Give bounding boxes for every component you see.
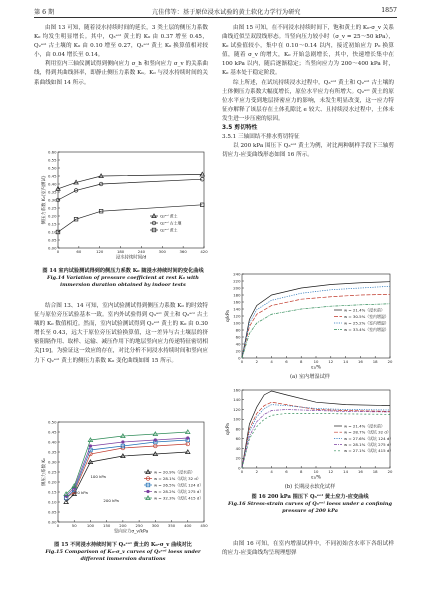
figure-16a-label: (a) 室内增湿试样: [290, 374, 330, 380]
x-axis-label: ε₁/%: [311, 475, 321, 481]
running-header: [34, 6, 397, 18]
y-tick-label: 240: [233, 271, 241, 277]
y-tick-label: 100: [233, 416, 241, 422]
legend-entry: w = 27.1%（试坑 415 d）: [344, 448, 394, 454]
x-tick-label: 6: [285, 469, 288, 474]
y-tick-label: 0.00: [48, 245, 57, 251]
y-tick-label: 0.35: [48, 189, 57, 195]
x-tick-label: 300: [151, 523, 159, 528]
data-point: [186, 436, 189, 439]
x-tick-label: 8: [299, 469, 303, 474]
data-point: [154, 438, 157, 441]
section-heading: 3.5 剪切特性: [222, 125, 258, 132]
right-column-lower: [222, 540, 394, 558]
y-tick-label: 0.30: [48, 459, 57, 465]
plot-frame: [58, 152, 204, 248]
legend-entry: w = 30.5%（室内增湿）: [344, 313, 389, 319]
figure-16-caption: [222, 494, 398, 514]
x-tick-label: 0: [56, 523, 60, 528]
x-tick-label: 20: [387, 469, 393, 474]
y-tick-label: 60: [235, 436, 241, 442]
legend-entry: w = 28.1%（试坑 32 d）: [154, 475, 201, 481]
legend-entry: w = 25.2%（室内增湿）: [344, 320, 389, 326]
y-tick-label: 160: [233, 299, 241, 305]
chart-annotation: 200 kPa: [103, 498, 119, 503]
y-tick-label: 20: [235, 348, 241, 354]
figure-15-caption: [34, 542, 212, 562]
legend-entry: w = 20.9%（浸水前）: [154, 469, 195, 475]
y-tick-label: 0.45: [48, 429, 57, 435]
x-tick-label: 2: [255, 469, 259, 474]
x-tick-label: 360: [179, 249, 187, 254]
series-line: [58, 179, 202, 200]
y-tick-label: 0.50: [48, 165, 57, 171]
x-tick-label: 100: [86, 523, 95, 528]
caption-cn: 图 15 不同浸水持续时间下 Q₂ᵉᵒˡ 黄土的 K₀-σ_v 曲线对比: [54, 542, 192, 548]
y-tick-label: 140: [233, 306, 241, 312]
y-tick-label: 0.25: [48, 469, 57, 475]
y-tick-label: 0.10: [48, 499, 57, 505]
y-tick-label: 0.60: [48, 149, 57, 155]
series-line: [58, 205, 202, 232]
figure-16b-label: (b) 长期浸水软化试样: [284, 484, 336, 490]
y-axis-label: q/kPa: [226, 310, 231, 322]
y-tick-label: 60: [235, 334, 241, 340]
paragraph: 利用室内三轴仪测试得到侧向应力 σ_h 和竖向应力 σ_v 的关系曲线，得到其曲线斜率，即静止侧压力系数 K₀。K₀ 与浸水持续时间的关系曲线如图 14 所示。: [34, 61, 208, 86]
x-tick-label: 60: [76, 249, 82, 254]
x-tick-label: 14: [343, 469, 349, 474]
x-tick-label: 2: [255, 359, 259, 364]
y-axis-label: q/kPa: [226, 423, 231, 435]
y-tick-label: 0.25: [48, 205, 57, 211]
y-tick-label: 0.10: [48, 229, 57, 235]
x-tick-label: 240: [137, 249, 146, 254]
x-tick-label: 350: [167, 523, 176, 528]
x-tick-label: 18: [372, 469, 378, 474]
x-tick-label: 16: [357, 469, 363, 474]
y-tick-label: 0.35: [48, 449, 57, 455]
y-tick-label: 0.50: [48, 419, 57, 425]
y-tick-label: 0.40: [48, 439, 57, 445]
paragraph: 由图 15 可知，在不同浸水持续时间下，饱和黄土的 K₀-σ_v 关系曲线近似呈双段线形态。当竖向压力较小时（σ_v = 25～50 kPa），K₀ 试验值较小，集中在 0.10～0.14 以内，接近初始应力 P₀ 换算值，随着 σ_v 的增大，K₀ 开始急剧增长，其中，快速增长集中在 100 kPa 以内，随后逐渐稳定；当竖向应力为 200～400 kPa 时，K₀ 基本处于稳定阶段。: [222, 25, 394, 77]
x-tick-label: 10: [313, 359, 319, 364]
y-tick-label: 0: [238, 355, 241, 361]
y-tick-label: 80: [235, 426, 241, 432]
legend-entry: w = 28.2%（试坑 275 d）: [154, 488, 204, 494]
y-tick-label: 0.20: [48, 213, 57, 219]
page-number: 1857: [381, 7, 397, 14]
legend-entry: w = 21.4%（浸水前）: [344, 307, 385, 313]
data-point: [186, 430, 190, 434]
right-column: [222, 24, 394, 160]
data-point: [121, 440, 124, 443]
x-tick-label: 150: [103, 523, 111, 528]
x-tick-label: 120: [96, 249, 104, 254]
x-tick-label: 10: [313, 469, 319, 474]
y-tick-label: 0.20: [48, 479, 57, 485]
y-tick-label: 120: [233, 406, 241, 412]
caption-en: Fig.15 Comparison of K₀-σ_v curves of Q₂ᵉᵒˡ loess under different immersion durations: [45, 549, 201, 562]
figure-15-chart: [34, 418, 212, 538]
y-tick-label: 120: [233, 313, 241, 319]
paragraph: 由图 13 可知，随着浸水持续时间的延长，3 类土层的侧压力系数 K₀ 均发生明显增长。其中，Q₃ᵉᵒˡ 黄土的 K₀ 由 0.37 增至 0.45，Q₂ᵉᵒˡ 古土壤的 K₀ 由 0.10 增至 0.27，Q₂ᵉᵒˡ 黄土 K₀ 换算值相对较小，由 0.04 增长至 0.14。: [34, 25, 208, 59]
x-tick-label: 20: [387, 359, 393, 364]
issue-number: 第 6 期: [34, 9, 55, 16]
legend-entry: w = 28.7%（试坑 32 d）: [344, 429, 391, 435]
legend-entry: Q₂ᵉᵒˡ 古土壤: [160, 220, 182, 226]
y-tick-label: 0.15: [48, 489, 57, 495]
x-tick-label: 4: [270, 359, 273, 364]
y-tick-label: 0.15: [48, 221, 57, 227]
x-axis-label: 竖向应力σ_v/kPa: [113, 529, 149, 535]
legend-entry: w = 26.5%（试坑 124 d）: [154, 482, 204, 488]
legend-entry: w = 32.3%（试坑 415 d）: [154, 495, 204, 501]
figure-16a-chart: [222, 270, 398, 372]
legend-entry: Q₃ᵉᵒˡ 黄土: [160, 213, 178, 219]
legend-entry: w = 21.4%（浸水前）: [344, 423, 385, 429]
paragraph: 结合图 13、14 可知，室内试验测试得到侧压力系数 K₀ 的时效特征与原位旁压试验基本一致。室内外试验得到 Q₃ᵉᵒˡ 黄土和 Q₂ᵉᵒˡ 古土壤的 K₀ 数值相近。然而，室内试验测试得到 Q₂ᵉᵒˡ 黄土的 K₀ 由 0.30 增长至 0.43，远大于原位旁压试验换算值，这一差异与古土壤层的挤密阻隔作用、取样、运输、减压作用下的地层竖向应力传递特征密切相关[19]。为验证这一效应的存在，对比分析不同浸水持续时间和竖向应力下 Q₂ᵉᵒˡ 黄土的侧压力系数 K₀ 变化曲线如图 15 所示。: [34, 303, 208, 364]
y-tick-label: 0.05: [48, 509, 57, 515]
x-tick-label: 0: [56, 249, 60, 254]
x-tick-label: 8: [299, 359, 303, 364]
x-tick-label: 200: [119, 523, 127, 528]
y-tick-label: 0.30: [48, 197, 57, 203]
x-tick-label: 16: [357, 359, 363, 364]
x-tick-label: 50: [71, 523, 77, 528]
y-tick-label: 200: [233, 285, 241, 291]
y-tick-label: 220: [233, 278, 241, 284]
y-tick-label: 100: [233, 320, 241, 326]
x-tick-label: 0: [240, 469, 244, 474]
y-tick-label: 0.45: [48, 173, 57, 179]
y-tick-label: 140: [233, 397, 241, 403]
caption-cn: 图 14 室内试验测试得到的侧压力系数 K₀ 随浸水持续时间的变化曲线: [42, 268, 204, 274]
left-column: [34, 24, 208, 88]
y-axis-label: 侧压力系数 K₀(室内测试): [42, 175, 47, 225]
x-tick-label: 420: [200, 249, 208, 254]
x-tick-label: 400: [184, 523, 192, 528]
x-tick-label: 0: [240, 359, 244, 364]
x-tick-label: 6: [285, 359, 288, 364]
paragraph: 综上所述，在试坑持续浸水过程中，Q₃ᵉᵒˡ 黄土和 Q₂ᵉᵒˡ 古土壤的土体侧压力系数大幅度增长，原位水平应力有所增大。Q₂ᵉᵒˡ 黄土的原位水平应力受到地层挤密应力的影响，未发生明显改变，这一应力特征亦解释了该层存在土体孔隙比 e 较大、且持续浸水过程中，土体未发生进一步压密的原因。: [222, 79, 394, 122]
x-tick-label: 4: [270, 469, 273, 474]
x-axis-label: 浸水持续时间/d: [115, 255, 147, 261]
y-tick-label: 0.40: [48, 181, 57, 187]
legend-entry: w = 28.1%（试坑 275 d）: [344, 442, 394, 447]
y-tick-label: 0.05: [48, 237, 57, 243]
x-tick-label: 450: [200, 523, 208, 528]
x-tick-label: 250: [135, 523, 143, 528]
y-axis-label: 侧压力系数 K₀: [42, 458, 47, 486]
running-title: 亢佳伟等：基于原位浸水试验的黄土软化力学行为研究: [152, 9, 301, 16]
y-tick-label: 20: [235, 455, 241, 461]
chart-annotation: 100 kPa: [90, 474, 106, 479]
figure-16b-chart: [222, 386, 398, 482]
y-tick-label: 0.00: [48, 519, 57, 525]
data-point: [89, 444, 92, 447]
data-point: [186, 450, 190, 454]
y-tick-label: 0.55: [48, 157, 57, 163]
paragraph: 以 200 kPa 围压下 Q₃ᵉᵒˡ 黄土为例，对比两种制样手段下三轴剪切应力-应变曲线形态如图 16 所示。: [222, 143, 394, 159]
caption-en: Fig.16 Stress-strain curves of Q₃ᵉᵒˡ loess under a confining pressure of 200 kPa: [228, 501, 392, 514]
y-tick-label: 40: [235, 341, 241, 347]
x-axis-label: ε₁/%: [311, 365, 321, 371]
x-tick-label: 14: [343, 359, 349, 364]
x-tick-label: 12: [328, 469, 334, 474]
legend-entry: Q₂ᵉᵒˡ 黄土: [160, 227, 178, 233]
chart-annotation: 50 kPa: [74, 490, 88, 495]
figure-14-caption: [34, 268, 212, 288]
series-line: [58, 174, 202, 188]
caption-cn: 图 16 200 kPa 围压下 Q₃ᵉᵒˡ 黄土应力-应变曲线: [251, 494, 369, 500]
figure-14-chart: [34, 148, 212, 264]
caption-en: Fig.14 Variation of pressure coefficient at rest K₀ with immersion duration obtained by indoor tests: [47, 275, 199, 288]
data-point: [146, 490, 149, 493]
legend-entry: w = 33.4%（室内增湿）: [344, 326, 389, 332]
subsection-heading: 3.5.1 三轴固结不排水剪切特征: [222, 134, 300, 141]
y-tick-label: 80: [235, 327, 241, 333]
left-column-lower: [34, 302, 208, 366]
x-tick-label: 300: [158, 249, 166, 254]
y-tick-label: 40: [235, 445, 241, 451]
y-tick-label: 160: [233, 387, 241, 393]
x-tick-label: 180: [116, 249, 125, 254]
paragraph: 由图 16 可知，在室内增湿试样中，不同初始含水率下各组试样的应力-应变曲线均呈现理想弹: [222, 541, 394, 557]
y-tick-label: 180: [233, 292, 241, 298]
data-point: [65, 494, 68, 497]
x-tick-label: 18: [372, 359, 378, 364]
legend-entry: w = 27.6%（试坑 124 d）: [344, 435, 394, 441]
x-tick-label: 12: [328, 359, 334, 364]
y-tick-label: 0: [238, 465, 241, 471]
